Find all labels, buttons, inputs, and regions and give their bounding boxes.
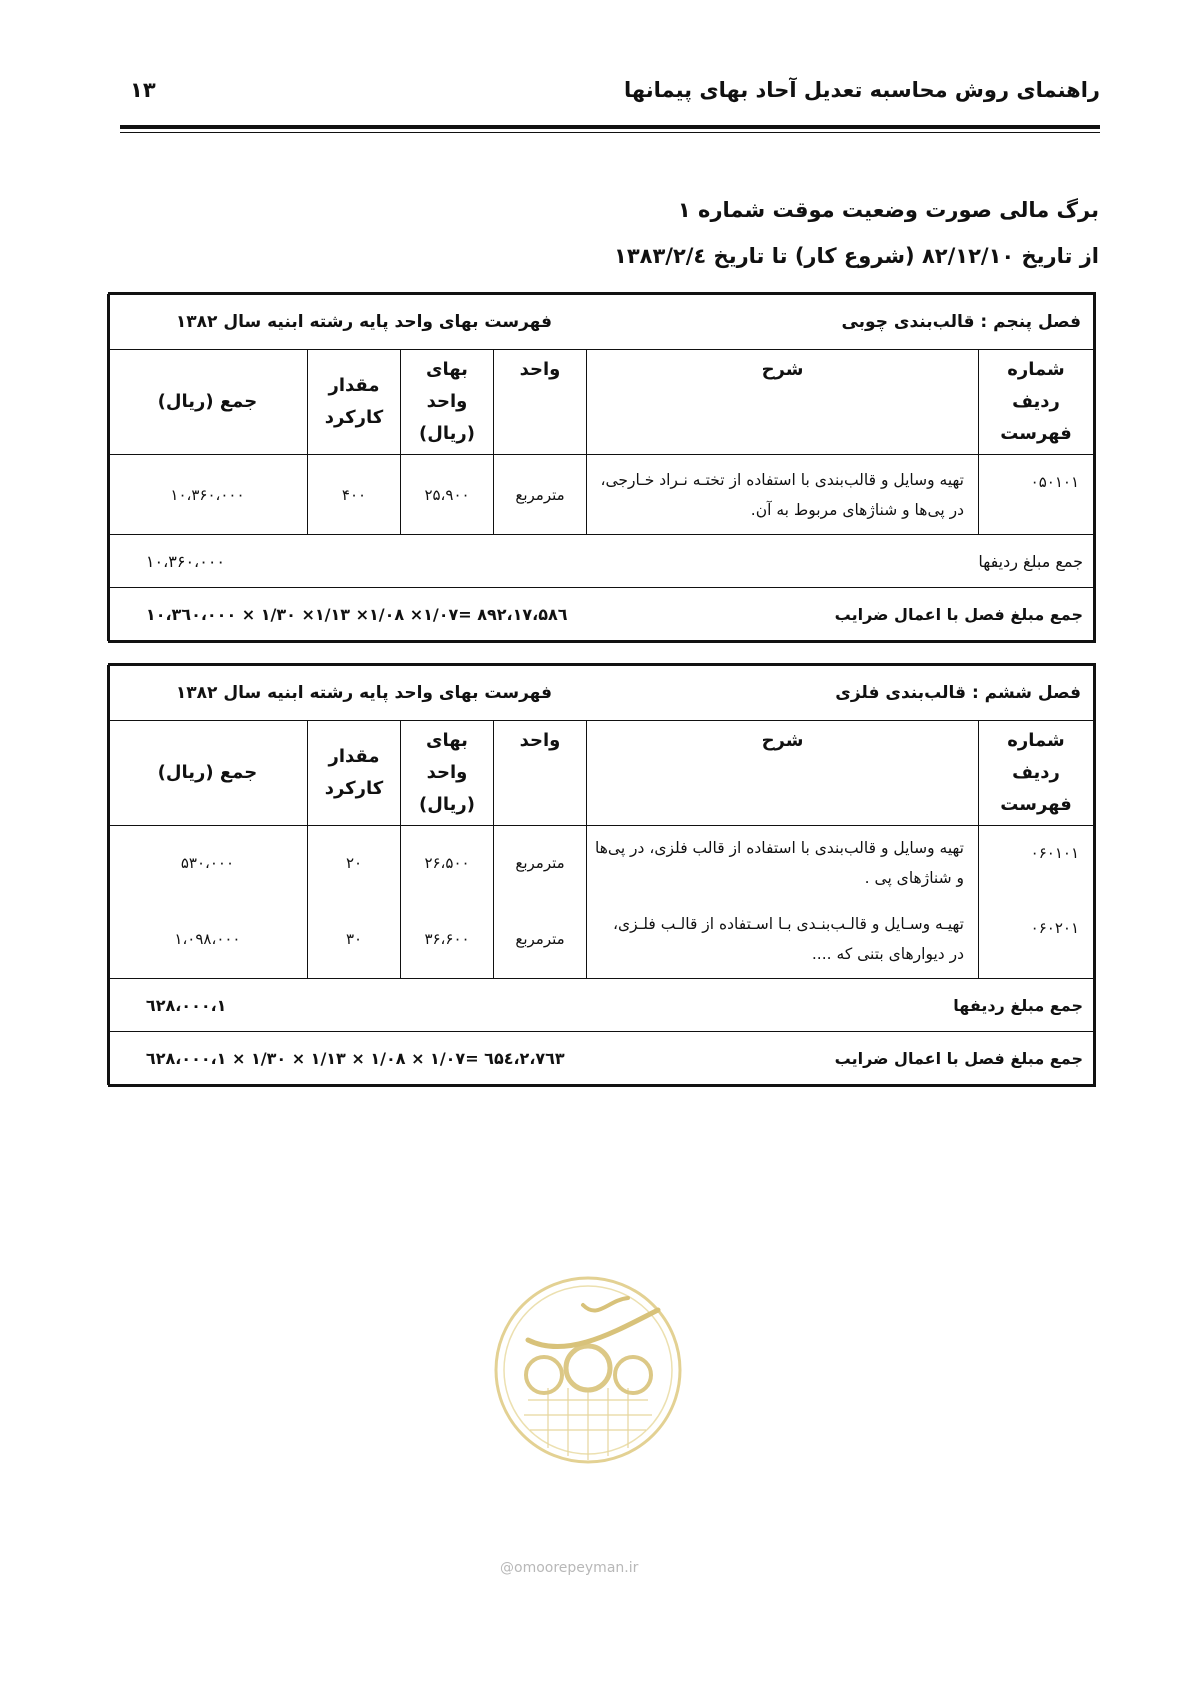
header-rule-thin bbox=[120, 132, 1100, 133]
row-code: ۰۵۰۱۰۱ bbox=[979, 455, 1094, 535]
section-title: فصل پنجم : قالب‌بندی چوبی bbox=[841, 312, 1081, 332]
col-code-header: شماره ردیف فهرست bbox=[979, 721, 1094, 826]
row-unit: مترمربع bbox=[494, 901, 587, 979]
row-unit: مترمربع bbox=[494, 455, 587, 535]
section-row bbox=[107, 295, 1093, 350]
col-code-header: شماره ردیف فهرست bbox=[979, 350, 1094, 455]
table-row bbox=[107, 826, 1093, 901]
row-description: تهیه وسایل و قالب‌بندی با استفاده از تختـه نـراد خـارجی، در پی‌ها و شناژهای مربوط به آن. bbox=[587, 455, 979, 535]
document-title: راهنمای روش محاسبه تعدیل آحاد بهای پیمانها bbox=[623, 78, 1100, 102]
rows-sum-label: جمع مبلغ ردیفها bbox=[978, 551, 1083, 571]
row-code: ۰۶۰۱۰۱ bbox=[979, 826, 1094, 901]
row-total: ۱۰،۳۶۰،۰۰۰ bbox=[107, 455, 307, 535]
price-index-title: فهرست بهای واحد پایه رشته ابنیه سال ۱۳۸۲ bbox=[175, 683, 553, 703]
rows-sum-value: ۱۰،۳۶۰،۰۰۰ bbox=[145, 551, 225, 571]
row-total: ۱،۰۹۸،۰۰۰ bbox=[107, 901, 307, 979]
rows-sum-row bbox=[107, 979, 1093, 1032]
page-number: ۱۳ bbox=[130, 78, 156, 102]
coefficient-sum-value: ۲،۷٦۳،٦۵٤ =۱/۰۷ × ۱/۰۸ × ۱/۱۳ × ۱/۳۰ × ۱،٦۲۸،۰۰۰ bbox=[145, 1048, 565, 1068]
col-desc-header: شرح bbox=[587, 350, 979, 455]
col-unit-price-header: بهای واحد (ریال) bbox=[401, 350, 494, 455]
row-unit-price: ۲۵،۹۰۰ bbox=[401, 455, 494, 535]
chapter6-table bbox=[108, 663, 1096, 1087]
table-row bbox=[107, 455, 1093, 535]
row-description: تهیـه وسـایل و قالـب‌بنـدی بـا اسـتفاده از قالـب فلـزی، در دیوارهای بتنی که .... bbox=[587, 901, 979, 979]
row-unit-price: ۳۶،۶۰۰ bbox=[401, 901, 494, 979]
coefficient-sum-row bbox=[107, 588, 1093, 641]
row-unit: مترمربع bbox=[494, 826, 587, 901]
row-total: ۵۳۰،۰۰۰ bbox=[107, 826, 307, 901]
row-description: تهیه وسایل و قالب‌بندی با استفاده از قالب فلزی، در پی‌ها و شناژهای پی . bbox=[587, 826, 979, 901]
section-row bbox=[107, 666, 1093, 721]
coefficient-sum-row bbox=[107, 1032, 1093, 1085]
col-qty-header: مقدار کارکرد bbox=[308, 350, 401, 455]
coefficient-sum-value: ۱۷،۵۸٦،۸۹۲ =۱/۰۷× ۱/۰۸× ۱/۱۳× ۱/۳۰ × ۱۰،۳٦۰،۰۰۰ bbox=[145, 604, 568, 624]
chapter5-table bbox=[108, 292, 1096, 643]
price-index-title: فهرست بهای واحد پایه رشته ابنیه سال ۱۳۸۲ bbox=[175, 312, 553, 332]
col-desc-header: شرح bbox=[587, 721, 979, 826]
col-total-header: جمع (ریال) bbox=[107, 721, 307, 826]
watermark-logo bbox=[488, 1270, 688, 1470]
seal-icon bbox=[488, 1270, 688, 1470]
rows-sum-value: ۱،٦۲۸،۰۰۰ bbox=[145, 995, 227, 1015]
row-quantity: ۲۰ bbox=[308, 826, 401, 901]
column-header-row bbox=[107, 721, 1093, 826]
table-row bbox=[107, 901, 1093, 979]
col-total-header: جمع (ریال) bbox=[107, 350, 307, 455]
coefficient-sum-label: جمع مبلغ فصل با اعمال ضرایب bbox=[834, 604, 1083, 624]
row-quantity: ۴۰۰ bbox=[308, 455, 401, 535]
col-qty-header: مقدار کارکرد bbox=[308, 721, 401, 826]
rows-sum-row bbox=[107, 535, 1093, 588]
col-unit-header: واحد bbox=[494, 350, 587, 455]
column-header-row bbox=[107, 350, 1093, 455]
col-unit-header: واحد bbox=[494, 721, 587, 826]
header-rule-thick bbox=[120, 125, 1100, 129]
col-unit-price-header: بهای واحد (ریال) bbox=[401, 721, 494, 826]
date-range-heading: از تاریخ ۸۲/۱۲/۱۰ (شروع کار) تا تاریخ ۱۳۸۳/۲/٤ bbox=[614, 244, 1099, 268]
page-header bbox=[120, 78, 1100, 118]
coefficient-sum-label: جمع مبلغ فصل با اعمال ضرایب bbox=[834, 1048, 1083, 1068]
row-unit-price: ۲۶،۵۰۰ bbox=[401, 826, 494, 901]
section-title: فصل ششم : قالب‌بندی فلزی bbox=[835, 683, 1081, 703]
row-code: ۰۶۰۲۰۱ bbox=[979, 901, 1094, 979]
rows-sum-label: جمع مبلغ ردیفها bbox=[953, 995, 1083, 1015]
row-quantity: ۳۰ bbox=[308, 901, 401, 979]
statement-heading: برگ مالی صورت وضعیت موقت شماره ۱ bbox=[677, 198, 1099, 222]
watermark-site: @omoorepeyman.ir bbox=[500, 1560, 639, 1576]
